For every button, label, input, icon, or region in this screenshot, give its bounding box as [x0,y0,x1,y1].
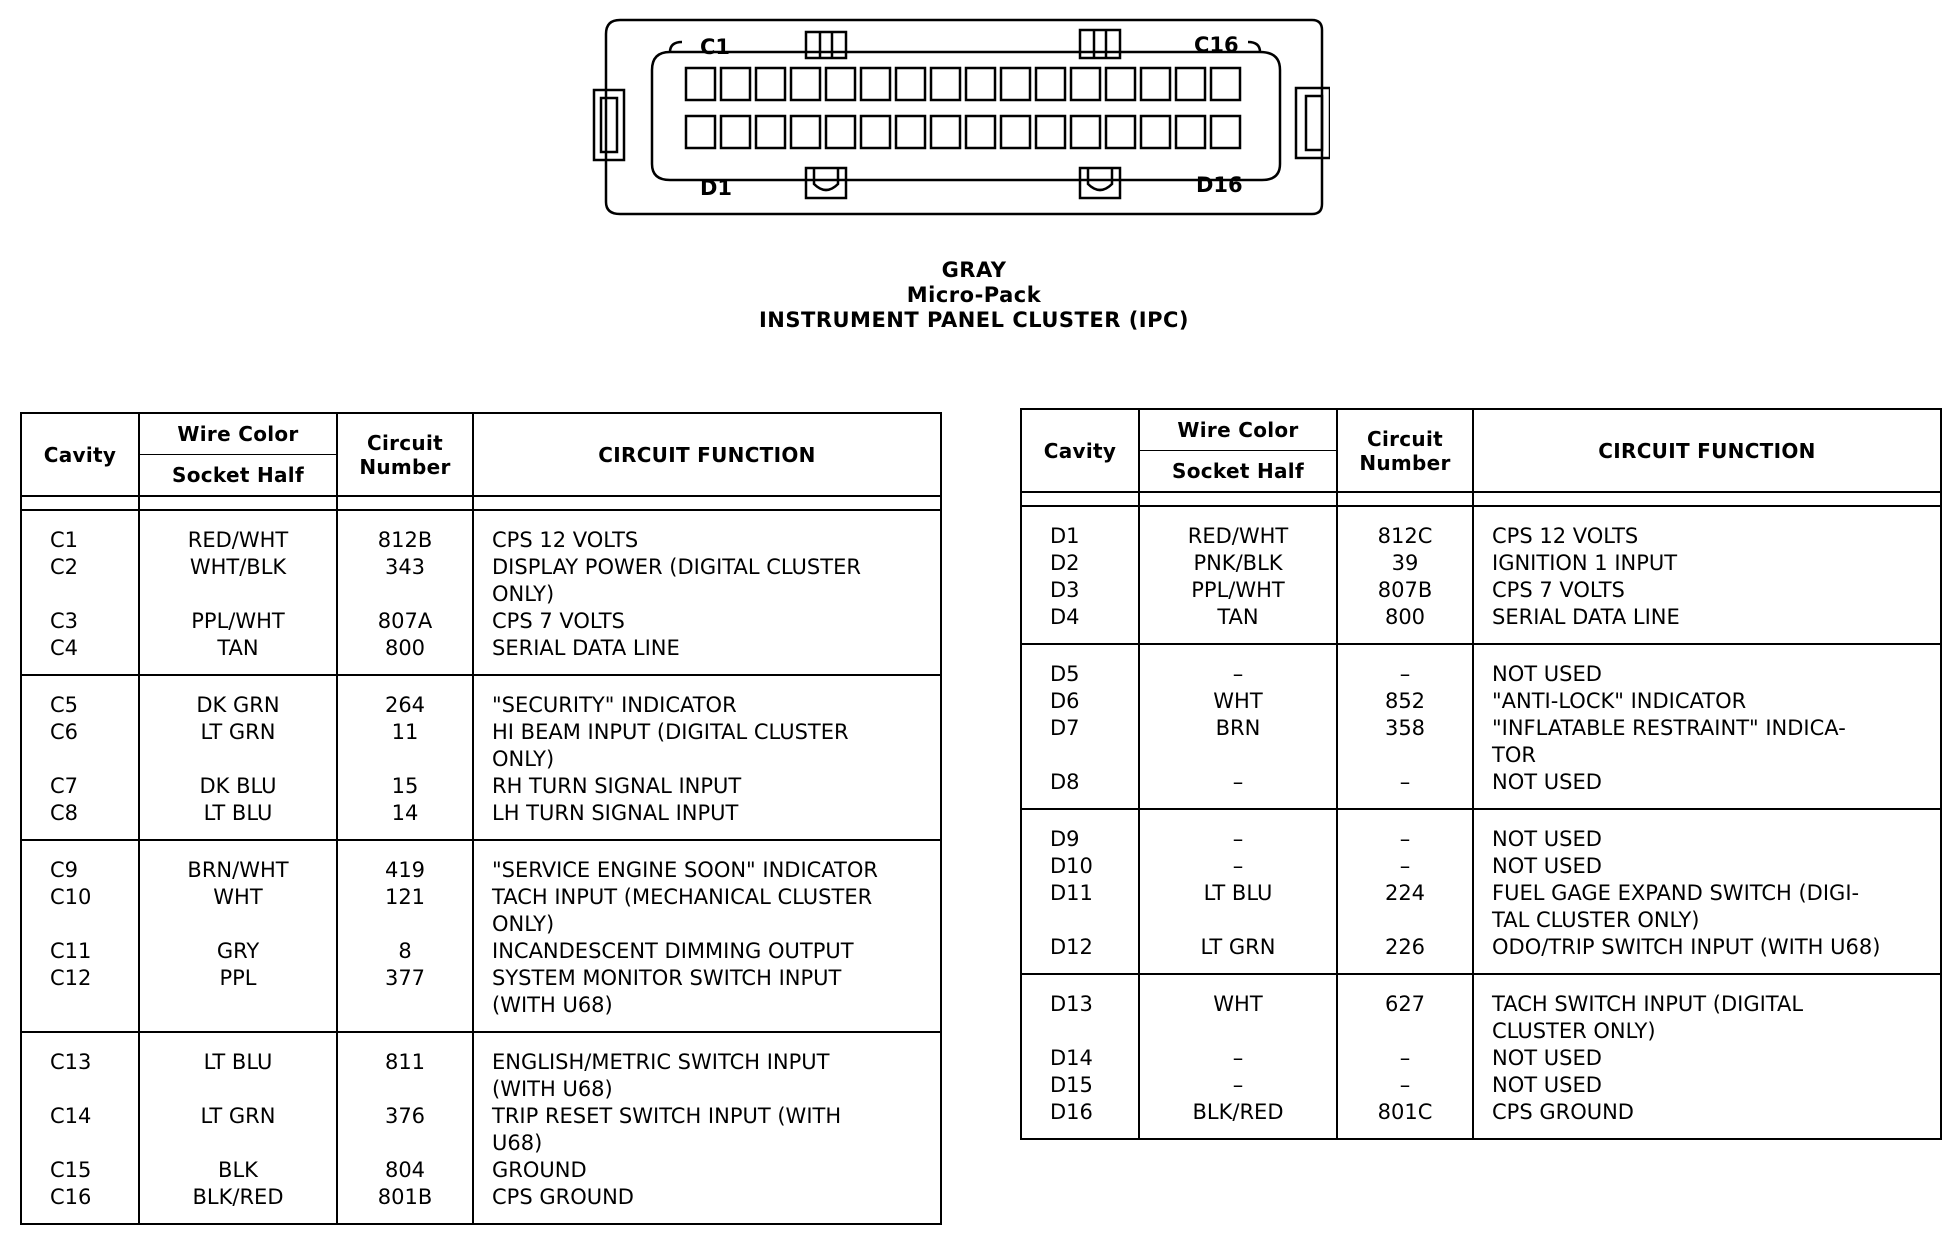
cavity-cell: C7 [21,773,139,800]
wire-color-cell: LT BLU [139,1032,337,1103]
wire-color-cell: – [1139,853,1337,880]
circuit-number-cell: 419 [337,840,473,884]
circuit-number-cell: 121 [337,884,473,938]
circuit-number-cell: 224 [1337,880,1473,934]
cavity-c9 [966,68,995,100]
wire-color-cell: LT GRN [1139,934,1337,974]
function-line: LH TURN SIGNAL INPUT [492,801,739,825]
function-line: NOT USED [1492,1046,1602,1070]
wire-color-cell: PPL/WHT [139,608,337,635]
circuit-function-cell [1473,974,1941,1045]
function-line-cont: U68) [492,1131,543,1155]
cavity-c12 [1071,68,1100,100]
row-group [21,840,941,1032]
table-row [1021,1072,1941,1099]
wire-color-cell: RED/WHT [139,510,337,554]
circuit-number-cell: 812C [1337,506,1473,550]
cavity-cell: D15 [1021,1072,1139,1099]
row-group [21,675,941,840]
cavity-d14 [1141,116,1170,148]
cavity-cell: C14 [21,1103,139,1157]
wire-color-cell: DK GRN [139,675,337,719]
cavity-d1 [686,116,715,148]
cavity-cell: C3 [21,608,139,635]
cavity-c10 [1001,68,1030,100]
cavity-cell: D9 [1021,809,1139,853]
circuit-number-cell: 811 [337,1032,473,1103]
circuit-function-cell [1473,1072,1941,1099]
table-row [1021,577,1941,604]
circuit-function-cell [1473,769,1941,809]
table-row [21,840,941,884]
row-group [21,510,941,675]
function-line: TACH INPUT (MECHANICAL CLUSTER [492,885,873,909]
connector-caption [0,258,1948,333]
circuit-function-cell [473,800,941,840]
circuit-number-cell: 343 [337,554,473,608]
row-group [1021,809,1941,974]
wire-color-cell: GRY [139,938,337,965]
wire-color-cell: BRN [1139,715,1337,769]
function-line-cont: (WITH U68) [492,993,613,1017]
row-group [1021,644,1941,809]
function-line: NOT USED [1492,770,1602,794]
header-circuit-function: CIRCUIT FUNCTION [473,413,941,496]
wire-color-cell: LT GRN [139,1103,337,1157]
header-number: Number [1337,451,1473,493]
table-row [1021,853,1941,880]
header-circuit-function: CIRCUIT FUNCTION [1473,409,1941,492]
cavity-cell: C4 [21,635,139,675]
cavity-cell: D10 [1021,853,1139,880]
circuit-function-cell [473,1157,941,1184]
wire-color-cell: TAN [139,635,337,675]
cavity-c2 [721,68,750,100]
function-line-cont: TOR [1492,743,1536,767]
cavity-c13 [1106,68,1135,100]
wire-color-cell: – [1139,769,1337,809]
cavity-cell: D2 [1021,550,1139,577]
table-row [1021,974,1941,1045]
table-row [21,938,941,965]
wire-color-cell: PNK/BLK [1139,550,1337,577]
cavity-cell: D3 [1021,577,1139,604]
function-line: CPS 7 VOLTS [1492,578,1625,602]
header-cavity: Cavity [1021,409,1139,492]
cavity-cell: D5 [1021,644,1139,688]
circuit-number-cell: – [1337,1045,1473,1072]
function-line: "SERVICE ENGINE SOON" INDICATOR [492,858,879,882]
wire-color-cell: LT BLU [1139,880,1337,934]
wire-color-cell: – [1139,1045,1337,1072]
wire-color-cell: WHT [1139,974,1337,1045]
function-line: NOT USED [1492,827,1602,851]
cavity-c3 [756,68,785,100]
circuit-function-cell [473,554,941,608]
function-line-cont: ONLY) [492,912,555,936]
cavity-c1 [686,68,715,100]
circuit-number-cell: 807A [337,608,473,635]
circuit-function-cell [473,840,941,884]
pinout-table-d [1020,408,1942,1140]
function-line: CPS 12 VOLTS [1492,524,1639,548]
circuit-number-cell: 226 [1337,934,1473,974]
cavity-d16 [1211,116,1240,148]
function-line: "SECURITY" INDICATOR [492,693,737,717]
connector-diagram [590,18,1330,218]
function-line: TACH SWITCH INPUT (DIGITAL [1492,992,1804,1016]
label-c1: C1 [700,35,731,59]
wire-color-cell: PPL [139,965,337,1032]
cavity-d9 [966,116,995,148]
table-row [1021,769,1941,809]
function-line-cont: (WITH U68) [492,1077,613,1101]
circuit-function-cell [473,608,941,635]
cavity-cell: D7 [1021,715,1139,769]
header-socket-half: Socket Half [139,455,337,497]
function-line: SERIAL DATA LINE [1492,605,1680,629]
function-line: CPS GROUND [1492,1100,1634,1124]
cavity-cell: C8 [21,800,139,840]
row-group [1021,974,1941,1139]
cavity-c14 [1141,68,1170,100]
header-wire-color: Wire Color [139,413,337,455]
function-line-cont: TAL CLUSTER ONLY) [1492,908,1700,932]
wire-color-cell: BLK [139,1157,337,1184]
wire-color-cell: RED/WHT [1139,506,1337,550]
cavity-c6 [861,68,890,100]
cavity-cell: D1 [1021,506,1139,550]
table-row [21,675,941,719]
function-line: "INFLATABLE RESTRAINT" INDICA- [1492,716,1846,740]
cavity-cell: D13 [1021,974,1139,1045]
circuit-function-cell [1473,934,1941,974]
circuit-function-cell [473,1032,941,1103]
circuit-function-cell [473,635,941,675]
circuit-function-cell [473,938,941,965]
function-line: SYSTEM MONITOR SWITCH INPUT [492,966,842,990]
wire-color-cell: WHT [1139,688,1337,715]
caption-type: Micro-Pack [906,283,1042,307]
function-line: RH TURN SIGNAL INPUT [492,774,742,798]
cavity-c15 [1176,68,1205,100]
cavity-cell: C12 [21,965,139,1032]
function-line: "ANTI-LOCK" INDICATOR [1492,689,1747,713]
cavity-c4 [791,68,820,100]
cavity-d5 [826,116,855,148]
wire-color-cell: BLK/RED [139,1184,337,1224]
table-row [21,635,941,675]
function-line: CPS GROUND [492,1185,634,1209]
table-row [1021,604,1941,644]
cavity-d2 [721,116,750,148]
circuit-number-cell: 14 [337,800,473,840]
circuit-number-cell: 804 [337,1157,473,1184]
label-d16: D16 [1196,173,1243,197]
table-row [21,965,941,1032]
header-circuit: Circuit [1337,409,1473,451]
table-row [21,773,941,800]
function-line: FUEL GAGE EXPAND SWITCH (DIGI- [1492,881,1860,905]
circuit-function-cell [473,675,941,719]
circuit-number-cell: – [1337,809,1473,853]
wire-color-cell: PPL/WHT [1139,577,1337,604]
circuit-number-cell: 377 [337,965,473,1032]
function-line: TRIP RESET SWITCH INPUT (WITH [492,1104,842,1128]
table-row [21,884,941,938]
table-row [21,800,941,840]
circuit-function-cell [1473,604,1941,644]
cavity-cell: C16 [21,1184,139,1224]
table-row [21,1103,941,1157]
table-row [1021,715,1941,769]
circuit-function-cell [1473,1099,1941,1139]
table-row [21,554,941,608]
cavity-cell: C13 [21,1032,139,1103]
header-number: Number [337,455,473,497]
function-line: INCANDESCENT DIMMING OUTPUT [492,939,854,963]
header-cavity: Cavity [21,413,139,496]
cavity-d8 [931,116,960,148]
cavity-d12 [1071,116,1100,148]
label-c16: C16 [1194,33,1239,57]
row-group [1021,506,1941,644]
circuit-function-cell [1473,644,1941,688]
circuit-number-cell: 11 [337,719,473,773]
wire-color-cell: – [1139,1072,1337,1099]
circuit-number-cell: 376 [337,1103,473,1157]
function-line: NOT USED [1492,854,1602,878]
row-group [21,1032,941,1224]
function-line: GROUND [492,1158,587,1182]
caption-name: INSTRUMENT PANEL CLUSTER (IPC) [758,308,1190,332]
header-wire-color: Wire Color [1139,409,1337,451]
cavity-cell: C15 [21,1157,139,1184]
wire-color-cell: TAN [1139,604,1337,644]
table-row [1021,880,1941,934]
circuit-number-cell: 15 [337,773,473,800]
cavity-cell: D11 [1021,880,1139,934]
cavity-d3 [756,116,785,148]
cavity-d10 [1001,116,1030,148]
cavity-d11 [1036,116,1065,148]
table-row [1021,688,1941,715]
cavity-c11 [1036,68,1065,100]
circuit-number-cell: 264 [337,675,473,719]
table-row [1021,506,1941,550]
cavity-c8 [931,68,960,100]
caption-color: GRAY [941,258,1007,282]
function-line: NOT USED [1492,1073,1602,1097]
circuit-number-cell: 812B [337,510,473,554]
wire-color-cell: BRN/WHT [139,840,337,884]
table-row [1021,1099,1941,1139]
function-line: DISPLAY POWER (DIGITAL CLUSTER [492,555,861,579]
wire-color-cell: – [1139,809,1337,853]
circuit-function-cell [473,965,941,1032]
circuit-function-cell [1473,715,1941,769]
circuit-function-cell [473,719,941,773]
cavity-cell: D4 [1021,604,1139,644]
circuit-number-cell: 627 [1337,974,1473,1045]
cavity-d4 [791,116,820,148]
cavity-d13 [1106,116,1135,148]
cavity-cell: D8 [1021,769,1139,809]
cavity-cell: C2 [21,554,139,608]
circuit-function-cell [1473,506,1941,550]
function-line-cont: CLUSTER ONLY) [1492,1019,1656,1043]
circuit-number-cell: 801B [337,1184,473,1224]
function-line-cont: ONLY) [492,582,555,606]
cavity-d15 [1176,116,1205,148]
circuit-number-cell: – [1337,644,1473,688]
circuit-function-cell [473,510,941,554]
cavity-cell: C9 [21,840,139,884]
wire-color-cell: WHT/BLK [139,554,337,608]
wire-color-cell: BLK/RED [1139,1099,1337,1139]
function-line: ODO/TRIP SWITCH INPUT (WITH U68) [1492,935,1881,959]
wire-color-cell: LT BLU [139,800,337,840]
cavity-cell: D16 [1021,1099,1139,1139]
cavity-cell: D12 [1021,934,1139,974]
circuit-number-cell: 39 [1337,550,1473,577]
label-d1: D1 [700,176,733,200]
circuit-number-cell: 8 [337,938,473,965]
cavity-cell: C10 [21,884,139,938]
table-row [21,1184,941,1224]
function-line: ENGLISH/METRIC SWITCH INPUT [492,1050,830,1074]
cavity-cell: D6 [1021,688,1139,715]
cavity-cell: C11 [21,938,139,965]
wire-color-cell: WHT [139,884,337,938]
circuit-number-cell: 358 [1337,715,1473,769]
circuit-function-cell [473,1103,941,1157]
circuit-function-cell [1473,809,1941,853]
cavity-cell: C5 [21,675,139,719]
function-line: HI BEAM INPUT (DIGITAL CLUSTER [492,720,849,744]
cavity-d7 [896,116,925,148]
pinout-table-c [20,412,942,1225]
table-row [1021,934,1941,974]
table-row [1021,644,1941,688]
cavity-c16 [1211,68,1240,100]
cavity-c7 [896,68,925,100]
table-row [21,719,941,773]
circuit-number-cell: 852 [1337,688,1473,715]
circuit-number-cell: – [1337,1072,1473,1099]
circuit-function-cell [1473,1045,1941,1072]
function-line: IGNITION 1 INPUT [1492,551,1678,575]
function-line: CPS 12 VOLTS [492,528,639,552]
function-line: CPS 7 VOLTS [492,609,625,633]
cavity-d6 [861,116,890,148]
header-circuit: Circuit [337,413,473,455]
circuit-function-cell [473,1184,941,1224]
wire-color-cell: – [1139,644,1337,688]
table-row [21,1157,941,1184]
wire-color-cell: DK BLU [139,773,337,800]
table-row [21,510,941,554]
circuit-number-cell: 801C [1337,1099,1473,1139]
table-row [21,608,941,635]
cavity-cell: C1 [21,510,139,554]
function-line: NOT USED [1492,662,1602,686]
circuit-number-cell: 800 [1337,604,1473,644]
table-row [1021,550,1941,577]
header-socket-half: Socket Half [1139,451,1337,493]
circuit-number-cell: 800 [337,635,473,675]
circuit-function-cell [1473,688,1941,715]
cavity-cell: C6 [21,719,139,773]
function-line: SERIAL DATA LINE [492,636,680,660]
circuit-function-cell [1473,880,1941,934]
circuit-function-cell [473,884,941,938]
circuit-function-cell [473,773,941,800]
cavity-c5 [826,68,855,100]
circuit-number-cell: – [1337,853,1473,880]
circuit-function-cell [1473,577,1941,604]
table-row [1021,1045,1941,1072]
circuit-function-cell [1473,853,1941,880]
circuit-number-cell: – [1337,769,1473,809]
table-row [21,1032,941,1103]
cavity-cell: D14 [1021,1045,1139,1072]
circuit-number-cell: 807B [1337,577,1473,604]
wire-color-cell: LT GRN [139,719,337,773]
table-row [1021,809,1941,853]
circuit-function-cell [1473,550,1941,577]
function-line-cont: ONLY) [492,747,555,771]
